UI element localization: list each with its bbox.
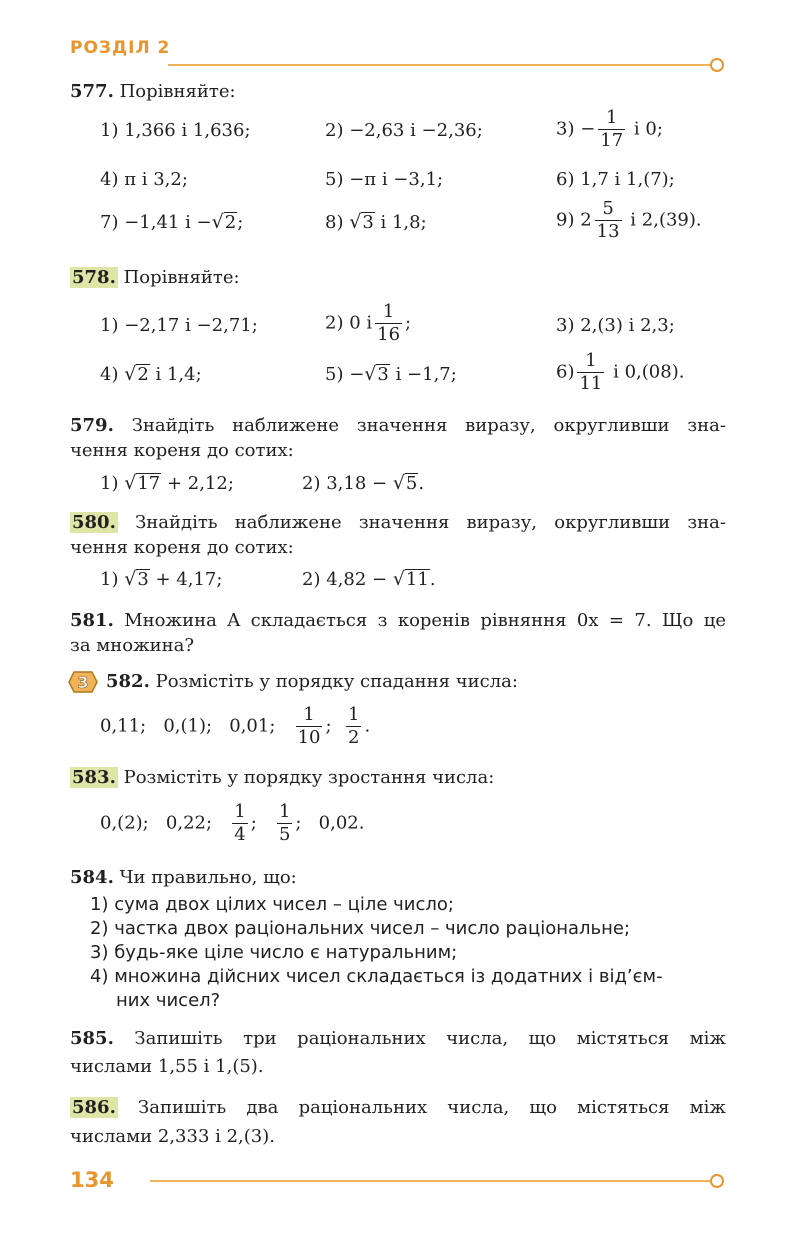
radical-sign: √ — [349, 211, 362, 233]
task-number: 583. — [72, 767, 116, 788]
radical-sign: √ — [124, 363, 137, 385]
radical-sign: √ — [364, 363, 377, 385]
task-number: 577. — [70, 81, 114, 102]
item-suffix: і 1,4; — [149, 364, 202, 385]
radical-sign: √ — [124, 472, 137, 494]
page-number: 134 — [70, 1168, 114, 1192]
task-text: Запишіть два раціональних числа, що містяться між — [138, 1097, 726, 1118]
section-title: РОЗДІЛ 2 — [70, 38, 171, 58]
task-number: 578. — [72, 267, 116, 288]
task-581 — [70, 609, 726, 633]
task-number: 582. — [106, 671, 150, 692]
radical-sign: √ — [124, 568, 137, 590]
item-prefix: 2) 4,82 − — [302, 569, 393, 590]
task-586 — [70, 1096, 726, 1120]
numerator: 1 — [606, 107, 618, 128]
task-text-cont: чення кореня до сотих: — [70, 440, 294, 461]
fraction — [595, 198, 622, 243]
numerator: 1 — [585, 350, 597, 371]
fraction — [598, 107, 625, 152]
value: 0,(1); — [163, 715, 213, 737]
item: 6) 1,7 і 1,(7); — [556, 169, 675, 190]
item: 1) 1,366 і 1,636; — [100, 120, 251, 141]
sqrt — [124, 567, 150, 592]
denominator: 2 — [348, 727, 360, 748]
item-suffix: і 0; — [633, 118, 663, 140]
fraction — [346, 704, 361, 749]
denominator: 5 — [278, 824, 291, 845]
item: 1) −2,17 і −2,71; — [100, 315, 258, 336]
task-text-cont: чення кореня до сотих: — [70, 537, 294, 558]
denominator: 4 — [234, 824, 246, 845]
item — [100, 362, 202, 387]
numerator: 1 — [234, 801, 246, 822]
item-suffix: ; — [237, 212, 244, 233]
item-prefix: 1) — [100, 569, 125, 590]
item: 5) −π і −3,1; — [325, 169, 444, 190]
task-text: Знайдіть наближене значення виразу, округливши зна- — [135, 512, 726, 533]
numerator: 1 — [278, 801, 291, 822]
sqrt — [124, 362, 150, 387]
task-text: Знайдіть наближене значення виразу, округливши зна- — [131, 415, 726, 436]
number-list — [100, 801, 364, 846]
value: 0,01; — [229, 715, 276, 737]
task-577 — [70, 80, 236, 104]
task-number: 584. — [70, 867, 114, 888]
list-item: них чисел? — [116, 990, 221, 1011]
radicand: 3 — [137, 569, 149, 590]
radicand: 3 — [377, 364, 389, 385]
task-number: 579. — [70, 415, 114, 436]
radical-sign: √ — [211, 211, 224, 233]
item-prefix: 3) − — [556, 118, 596, 140]
sqrt — [393, 567, 430, 592]
radicand: 3 — [362, 212, 374, 233]
number-list — [100, 704, 370, 749]
item — [556, 198, 702, 243]
radical-sign: √ — [392, 472, 405, 494]
value: 0,02. — [318, 812, 365, 834]
task-text: Розмістіть у порядку спадання числа: — [155, 671, 518, 692]
task-text: Запишіть три раціональних числа, що містяться між — [134, 1028, 726, 1049]
item: 3) 2,(3) і 2,3; — [556, 315, 675, 336]
sqrt — [349, 210, 375, 235]
item-prefix: 8) — [325, 212, 350, 233]
item-prefix: 2) 3,18 − — [302, 473, 393, 494]
item — [302, 567, 436, 592]
task-582 — [106, 670, 518, 694]
footer-rule — [150, 1180, 710, 1182]
item — [100, 471, 234, 496]
radicand: 2 — [224, 212, 237, 233]
task-text: Порівняйте: — [123, 267, 240, 288]
task-583 — [70, 766, 494, 790]
list-item: 4) множина дійсних чисел складається із додатних і від’єм- — [90, 966, 663, 987]
radicand: 11 — [405, 569, 429, 590]
task-number: 585. — [70, 1028, 114, 1049]
sqrt — [212, 210, 238, 235]
item-suffix: і −1,7; — [389, 364, 457, 385]
item — [100, 210, 243, 235]
list-item: 1) сума двох цілих чисел – ціле число; — [90, 894, 454, 915]
task-585 — [70, 1027, 726, 1051]
item-prefix: 5) − — [325, 364, 365, 385]
item-suffix: . — [429, 569, 436, 590]
task-text: Множина A складається з коренів рівняння 0x = 7. Що це — [124, 610, 726, 631]
task-text: Розмістіть у порядку зростання числа: — [123, 767, 495, 788]
numerator: 5 — [602, 198, 614, 219]
radicand: 17 — [137, 473, 161, 494]
item-prefix: 6) — [556, 361, 575, 383]
item — [325, 210, 427, 235]
denominator: 16 — [377, 324, 401, 345]
separator: ; — [250, 812, 257, 834]
header-rule — [168, 64, 711, 66]
denominator: 17 — [600, 130, 624, 151]
list-item: 2) частка двох раціональних чисел – число раціональне; — [90, 918, 631, 939]
separator: ; — [325, 715, 332, 737]
item-suffix: і 2,(39). — [630, 209, 702, 231]
radical-sign: √ — [392, 568, 405, 590]
value: 0,22; — [165, 812, 213, 834]
task-580 — [70, 511, 726, 535]
item — [302, 471, 424, 496]
item: 2) −2,63 і −2,36; — [325, 120, 483, 141]
sqrt — [393, 471, 419, 496]
item — [325, 301, 411, 346]
item-suffix: . — [418, 473, 425, 494]
numerator: 1 — [348, 704, 360, 725]
task-text-cont: числами 2,333 і 2,(3). — [70, 1126, 275, 1147]
item-prefix: 9) 2 — [556, 209, 592, 231]
item-prefix: 2) 0 і — [325, 312, 373, 334]
task-584 — [70, 866, 297, 890]
item-suffix: + 2,12; — [161, 473, 234, 494]
denominator: 10 — [297, 727, 321, 748]
denominator: 11 — [579, 373, 603, 394]
item-suffix: + 4,17; — [149, 569, 223, 590]
task-number: 586. — [72, 1097, 116, 1118]
list-item: 3) будь-яке ціле число є натуральним; — [90, 942, 458, 963]
fraction — [577, 350, 604, 395]
item-suffix: ; — [405, 312, 412, 334]
fraction — [232, 801, 247, 846]
value: 0,(2); — [100, 812, 149, 834]
denominator: 13 — [596, 221, 620, 242]
task-number: 581. — [70, 610, 114, 631]
fraction — [277, 801, 292, 846]
sqrt — [124, 471, 161, 496]
task-number: 580. — [72, 512, 116, 533]
item-suffix: і 0,(08). — [613, 361, 685, 383]
task-578 — [70, 266, 240, 290]
item — [556, 350, 684, 395]
task-text-cont: за множина? — [70, 635, 195, 656]
item — [325, 362, 457, 387]
radicand: 2 — [137, 364, 149, 385]
item — [556, 107, 663, 152]
separator: ; — [295, 812, 302, 834]
item: 4) π і 3,2; — [100, 169, 188, 190]
radicand: 5 — [405, 473, 418, 494]
item-prefix: 4) — [100, 364, 125, 385]
task-text: Чи правильно, що: — [119, 867, 297, 888]
numerator: 1 — [382, 301, 395, 322]
item-suffix: і 1,8; — [374, 212, 427, 233]
level-digit: 3 — [77, 673, 89, 692]
task-579 — [70, 414, 726, 438]
fraction — [375, 301, 402, 346]
fraction — [296, 704, 323, 749]
footer-ring-icon — [710, 1174, 724, 1188]
task-text: Порівняйте: — [119, 81, 236, 102]
separator: . — [364, 715, 371, 737]
task-text-cont: числами 1,55 і 1,(5). — [70, 1056, 264, 1077]
item-prefix: 7) −1,41 і − — [100, 212, 212, 233]
header-ring-icon — [710, 58, 724, 72]
item-prefix: 1) — [100, 473, 125, 494]
numerator: 1 — [303, 704, 315, 725]
sqrt — [364, 362, 390, 387]
difficulty-level-3-icon — [68, 670, 98, 694]
item — [100, 567, 222, 592]
value: 0,11; — [100, 715, 147, 737]
